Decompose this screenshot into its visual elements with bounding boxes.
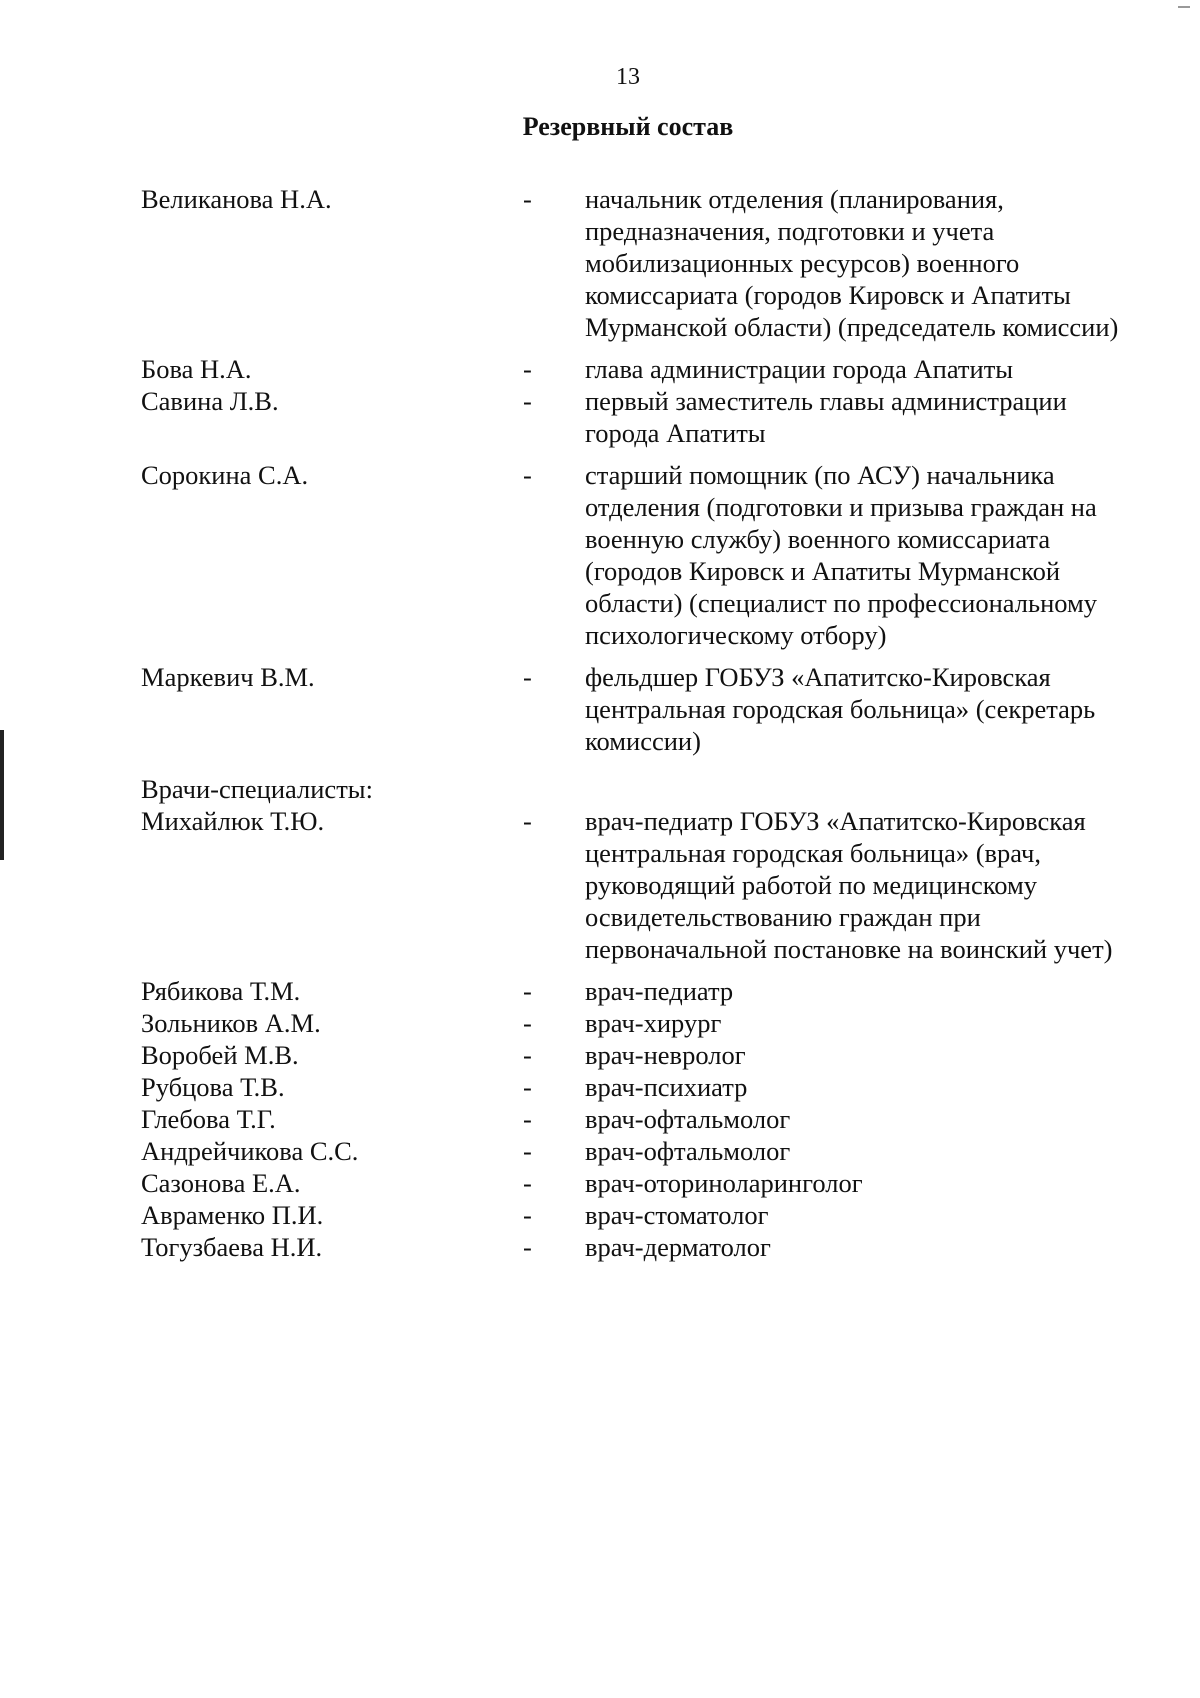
member-name: Савина Л.В. — [141, 386, 279, 416]
dash-separator: - — [523, 386, 532, 416]
dash-separator: - — [523, 1040, 532, 1070]
specialist-row — [141, 1007, 1121, 1039]
dash-separator: - — [523, 1200, 532, 1230]
specialist-name: Тогузбаева Н.И. — [141, 1232, 323, 1262]
member-name: Маркевич В.М. — [141, 662, 315, 692]
dash-separator: - — [523, 806, 532, 836]
specialist-row — [141, 805, 1121, 965]
member-role: глава администрации города Апатиты — [585, 354, 1014, 384]
dash-separator: - — [523, 1072, 532, 1102]
specialist-row — [141, 1103, 1121, 1135]
dash-separator: - — [523, 1104, 532, 1134]
dash-separator: - — [523, 460, 532, 490]
specialist-row — [141, 1135, 1121, 1167]
specialist-row — [141, 975, 1121, 1007]
specialist-name: Андрейчикова С.С. — [141, 1136, 359, 1166]
specialist-name: Глебова Т.Г. — [141, 1104, 276, 1134]
specialists-heading: Врачи-специалисты: — [141, 774, 373, 804]
dash-separator: - — [523, 976, 532, 1006]
member-row — [141, 459, 1121, 651]
specialist-name: Рябикова Т.М. — [141, 976, 301, 1006]
specialist-row — [141, 1167, 1121, 1199]
member-name: Сорокина С.А. — [141, 460, 309, 490]
specialist-name: Зольников А.М. — [141, 1008, 321, 1038]
specialist-role: врач-оториноларинголог — [585, 1168, 863, 1198]
section-title: Резервный состав — [522, 112, 734, 141]
specialist-row — [141, 1071, 1121, 1103]
member-row — [141, 353, 1121, 385]
specialist-name: Рубцова Т.В. — [141, 1072, 285, 1102]
specialist-row — [141, 1231, 1121, 1263]
dash-separator: - — [523, 1168, 532, 1198]
member-list — [141, 183, 1121, 1263]
member-row — [141, 385, 1121, 449]
specialist-name: Сазонова Е.А. — [141, 1168, 301, 1198]
specialist-role: врач-педиатр — [585, 976, 734, 1006]
dash-separator: - — [523, 662, 532, 692]
member-name: Великанова Н.А. — [141, 184, 332, 214]
specialist-role: врач-офтальмолог — [585, 1136, 791, 1166]
dash-separator: - — [523, 1008, 532, 1038]
dash-separator: - — [523, 354, 532, 384]
specialist-row — [141, 1199, 1121, 1231]
specialist-role: врач-невролог — [585, 1040, 746, 1070]
specialist-role: врач-стоматолог — [585, 1200, 769, 1230]
specialist-row — [141, 1039, 1121, 1071]
specialist-role: врач-психиатр — [585, 1072, 748, 1102]
member-role: начальник отделения (планирования, предназначения, подготовки и учета мобилизационных ресурсов) военного комиссариата (городов Кировск и Апатиты Мурманской области) (председатель комиссии) — [585, 184, 1119, 342]
specialist-role: врач-педиатр ГОБУЗ «Апатитско-Кировская центральная городская больница» (врач, руководящий работой по медицинскому освидетельствованию граждан при первоначальной постановке на воинский учет) — [585, 806, 1113, 964]
member-role: фельдшер ГОБУЗ «Апатитско-Кировская центральная городская больница» (секретарь комиссии) — [585, 662, 1096, 756]
member-row — [141, 183, 1121, 343]
specialist-name: Авраменко П.И. — [141, 1200, 324, 1230]
dash-separator: - — [523, 184, 532, 214]
scan-edge-mark — [0, 730, 4, 860]
specialist-name: Михайлюк Т.Ю. — [141, 806, 325, 836]
dash-separator: - — [523, 1136, 532, 1166]
member-role: старший помощник (по АСУ) начальника отделения (подготовки и призыва граждан на военную службу) военного комиссариата (городов Кировск и Апатиты Мурманской области) (специалист по профессиональному психологическому отбору) — [585, 460, 1098, 650]
specialist-role: врач-дерматолог — [585, 1232, 771, 1262]
member-name: Бова Н.А. — [141, 354, 252, 384]
scan-edge-mark — [1178, 6, 1190, 8]
specialist-role: врач-офтальмолог — [585, 1104, 791, 1134]
dash-separator: - — [523, 1232, 532, 1262]
page-number: 13 — [616, 64, 640, 90]
specialist-role: врач-хирург — [585, 1008, 722, 1038]
specialist-name: Воробей М.В. — [141, 1040, 299, 1070]
member-row — [141, 661, 1121, 757]
member-role: первый заместитель главы администрации города Апатиты — [585, 386, 1067, 448]
